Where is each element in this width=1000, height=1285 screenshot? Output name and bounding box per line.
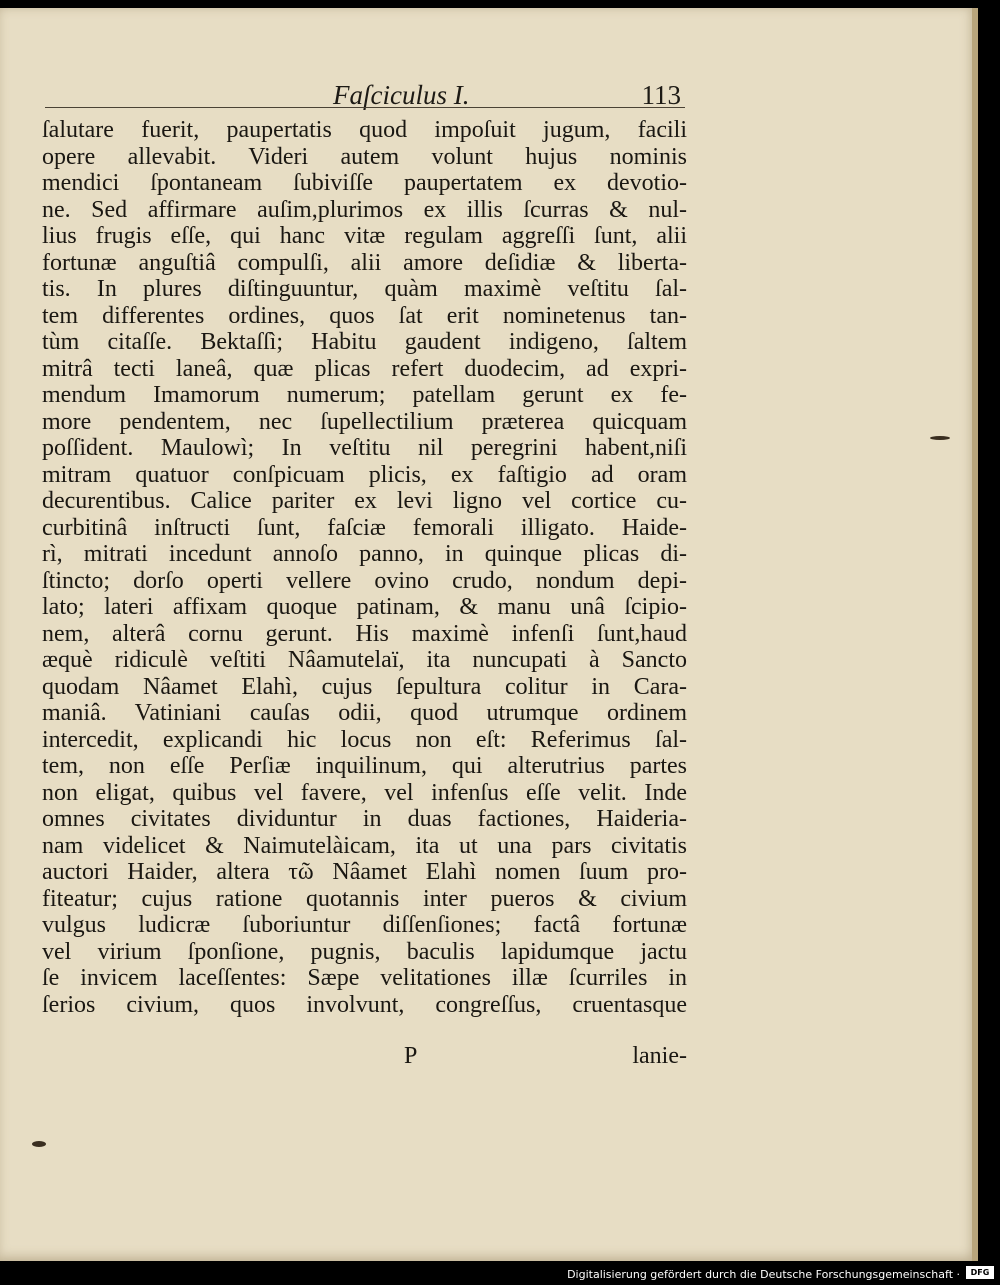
text-line: tùm citaſſe. Bektaſſì; Habitu gaudent indigeno, ſaltem	[42, 329, 687, 355]
digitization-footer	[0, 1261, 1000, 1285]
text-line: tem, non eſſe Perſiæ inquilinum, qui alterutrius partes	[42, 753, 687, 779]
text-body	[42, 117, 687, 1018]
text-line: ſe invicem laceſſentes: Sæpe velitationes illæ ſcurriles in	[42, 965, 687, 991]
text-line: poſſident. Maulowì; In veſtitu nil peregrini habent,niſi	[42, 435, 687, 461]
text-line: tem differentes ordines, quos ſat erit nominetenus tan-	[42, 302, 687, 329]
catchline	[42, 1043, 687, 1069]
text-line: rì, mitrati incedunt annoſo panno, in quinque plicas di-	[42, 541, 687, 567]
text-line: mitram quatuor conſpicuam plicis, ex faſtigio ad oram	[42, 461, 687, 488]
text-line: vel virium ſponſione, pugnis, baculis lapidumque jactu	[42, 938, 687, 965]
text-line: non eligat, quibus vel favere, vel infenſus eſſe velit. Inde	[42, 779, 687, 806]
dfg-logo: DFG	[966, 1266, 994, 1279]
page-edge	[972, 8, 978, 1261]
text-line: ſerios civium, quos involvunt, congreſſus, cruentasque	[42, 991, 687, 1018]
header-rule	[45, 107, 685, 108]
text-line: vulgus ludicræ ſuboriuntur diſſenſiones; factâ fortunæ	[42, 912, 687, 938]
text-line: æquè ridiculè veſtiti Nâamutelaï, ita nuncupati à Sancto	[42, 647, 687, 673]
text-line: quodam Nâamet Elahì, cujus ſepultura colitur in Cara-	[42, 673, 687, 700]
footer-text: Digitalisierung gefördert durch die Deutsche Forschungsgemeinschaft ·	[567, 1268, 960, 1281]
ink-spot	[930, 436, 950, 440]
page-number: 113	[641, 80, 681, 110]
text-line: ne. Sed affirmare auſim,plurimos ex illis ſcurras & nul-	[42, 196, 687, 223]
text-line: lato; lateri affixam quoque patinam, & manu unâ ſcipio-	[42, 594, 687, 620]
text-line: mendum Imamorum numerum; patellam gerunt ex fe-	[42, 382, 687, 408]
text-line: auctori Haider, altera τῶ Nâamet Elahì nomen ſuum pro-	[42, 859, 687, 885]
text-line: mendici ſpontaneam ſubiviſſe paupertatem ex devotio-	[42, 170, 687, 196]
catchword: lanie-	[632, 1043, 687, 1069]
text-line: lius frugis eſſe, qui hanc vitæ regulam aggreſſi ſunt, alii	[42, 223, 687, 249]
text-line: mitrâ tecti laneâ, quæ plicas refert duodecim, ad expri-	[42, 355, 687, 382]
text-line: ſtincto; dorſo operti vellere ovino crudo, nondum depi-	[42, 567, 687, 594]
text-line: nem, alterâ cornu gerunt. His maximè infenſi ſunt,haud	[42, 620, 687, 647]
text-line: decurentibus. Calice pariter ex levi ligno vel cortice cu-	[42, 488, 687, 514]
text-line: tis. In plures diſtinguuntur, quàm maximè veſtitu ſal-	[42, 276, 687, 302]
text-line: nam videlicet & Naimutelàicam, ita ut una pars civitatis	[42, 832, 687, 859]
text-line: omnes civitates dividuntur in duas factiones, Haideria-	[42, 806, 687, 832]
text-line: more pendentem, nec ſupellectilium præterea quicquam	[42, 408, 687, 435]
running-header	[45, 80, 685, 116]
text-line: intercedit, explicandi hic locus non eſt: Referimus ſal-	[42, 726, 687, 753]
text-line: fiteatur; cujus ratione quotannis inter pueros & civium	[42, 885, 687, 912]
text-line: curbitinâ inſtructi ſunt, faſciæ femorali illigato. Haide-	[42, 514, 687, 541]
text-line: fortunæ anguſtiâ compulſi, alii amore deſidiæ & liberta-	[42, 249, 687, 276]
running-title: Faſciculus I.	[333, 80, 470, 110]
signature-mark: P	[404, 1043, 418, 1069]
text-line: maniâ. Vatiniani cauſas odii, quod utrumque ordinem	[42, 700, 687, 726]
ink-spot	[32, 1141, 46, 1147]
text-line: opere allevabit. Videri autem volunt hujus nominis	[42, 143, 687, 170]
text-line: ſalutare fuerit, paupertatis quod impoſuit jugum, facili	[42, 117, 687, 143]
